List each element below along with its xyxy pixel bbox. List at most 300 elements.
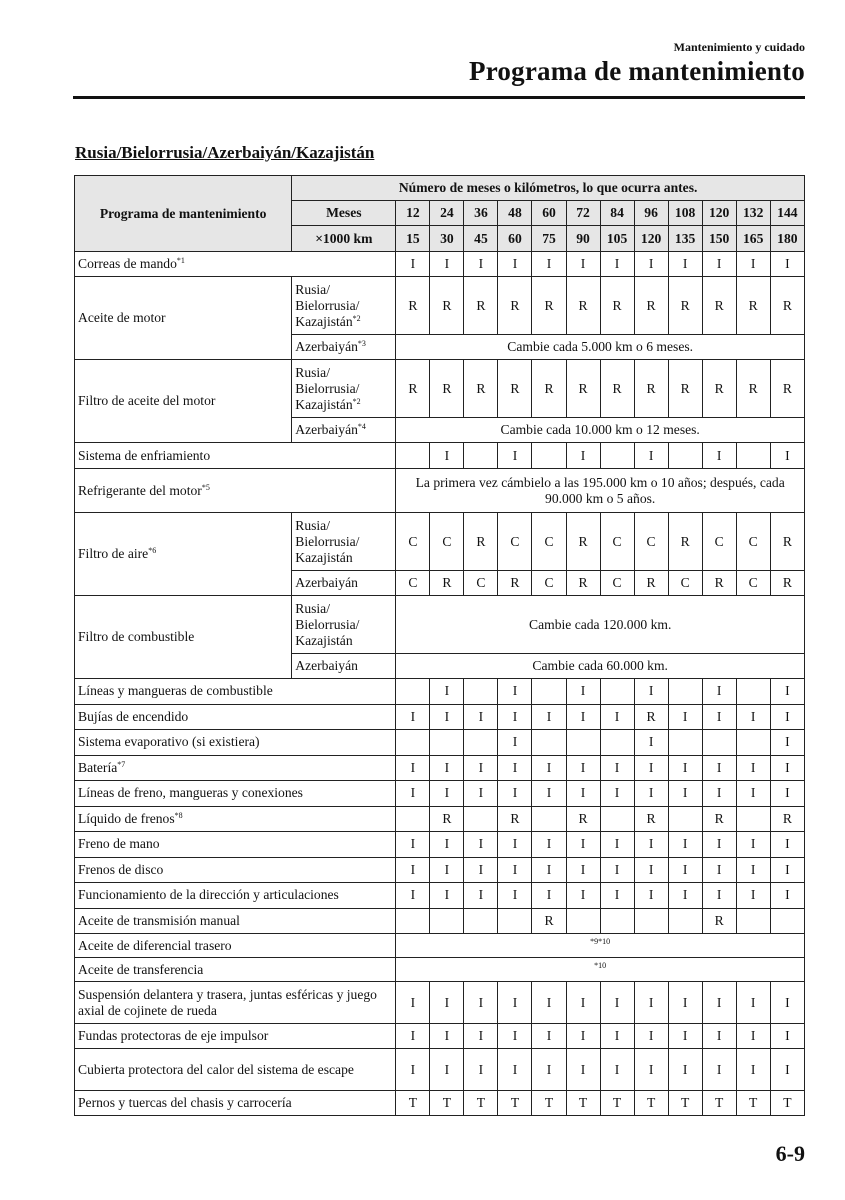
- schedule-cell: I: [600, 982, 634, 1024]
- schedule-cell: C: [396, 513, 430, 571]
- schedule-cell: [396, 443, 430, 469]
- schedule-cell: C: [702, 513, 736, 571]
- schedule-cell: I: [566, 832, 600, 858]
- schedule-cell: I: [600, 704, 634, 730]
- footnote-ref: *7: [117, 759, 126, 769]
- schedule-cell: I: [464, 704, 498, 730]
- schedule-cell: I: [736, 857, 770, 883]
- schedule-cell: I: [430, 1049, 464, 1091]
- row-label-text: Bujías de encendido: [78, 708, 189, 724]
- schedule-cell: I: [600, 252, 634, 277]
- schedule-cell: I: [770, 982, 804, 1024]
- schedule-cell: I: [430, 252, 464, 277]
- schedule-cell: I: [600, 857, 634, 883]
- schedule-cell: [532, 806, 566, 832]
- schedule-cell: T: [770, 1091, 804, 1116]
- km-value: 90: [566, 226, 600, 252]
- schedule-cell: R: [634, 277, 668, 335]
- schedule-cell: [770, 908, 804, 934]
- schedule-cell: C: [532, 571, 566, 596]
- schedule-cell: R: [396, 277, 430, 335]
- row-label: [75, 679, 396, 705]
- schedule-cell: R: [498, 806, 532, 832]
- schedule-cell: T: [634, 1091, 668, 1116]
- schedule-cell: I: [430, 679, 464, 705]
- row-label: [75, 781, 396, 807]
- schedule-cell: I: [634, 679, 668, 705]
- schedule-cell: I: [532, 781, 566, 807]
- schedule-cell: [430, 730, 464, 756]
- table-row: [75, 443, 805, 469]
- schedule-cell: I: [634, 1049, 668, 1091]
- schedule-cell: I: [566, 982, 600, 1024]
- row-label: [75, 704, 396, 730]
- schedule-cell: [464, 806, 498, 832]
- schedule-cell: I: [600, 781, 634, 807]
- table-row: [75, 982, 805, 1024]
- schedule-cell: [736, 908, 770, 934]
- schedule-cell: I: [668, 857, 702, 883]
- schedule-cell: I: [532, 883, 566, 909]
- interval-caption: Número de meses o kilómetros, lo que ocurra antes.: [292, 176, 805, 201]
- schedule-cell: C: [430, 513, 464, 571]
- schedule-cell: I: [600, 755, 634, 781]
- schedule-cell: R: [770, 277, 804, 335]
- schedule-cell: C: [498, 513, 532, 571]
- schedule-cell: I: [396, 857, 430, 883]
- schedule-cell: I: [634, 730, 668, 756]
- schedule-cell: I: [532, 832, 566, 858]
- table-row: [75, 857, 805, 883]
- row-label-text: Pernos y tuercas del chasis y carrocería: [78, 1095, 292, 1110]
- schedule-cell: I: [736, 883, 770, 909]
- km-value: 105: [600, 226, 634, 252]
- schedule-cell: I: [702, 1024, 736, 1049]
- schedule-cell: R: [464, 360, 498, 418]
- schedule-cell: R: [532, 360, 566, 418]
- footnote-ref: *6: [148, 546, 157, 555]
- schedule-cell: I: [532, 857, 566, 883]
- months-value: 12: [396, 201, 430, 226]
- schedule-cell: C: [634, 513, 668, 571]
- schedule-cell: [668, 443, 702, 469]
- schedule-cell: [736, 679, 770, 705]
- schedule-cell: I: [770, 252, 804, 277]
- sub-label-text: Rusia/ Bielorrusia/ Kazajistán: [295, 517, 360, 565]
- schedule-cell: T: [702, 1091, 736, 1116]
- table-row: [75, 360, 805, 418]
- schedule-cell: I: [702, 755, 736, 781]
- schedule-cell: I: [430, 755, 464, 781]
- schedule-cell: R: [702, 571, 736, 596]
- row-label: [75, 252, 396, 277]
- row-label-text: Líneas y mangueras de combustible: [78, 683, 273, 699]
- schedule-cell: [668, 679, 702, 705]
- schedule-cell: [736, 806, 770, 832]
- schedule-cell: I: [770, 1024, 804, 1049]
- schedule-cell: [736, 443, 770, 469]
- region-heading: Rusia/Bielorrusia/Azerbaiyán/Kazajistán: [75, 143, 375, 162]
- km-value: 15: [396, 226, 430, 252]
- row-label-text: Líquido de frenos: [78, 810, 175, 826]
- row-label: [75, 755, 396, 781]
- schedule-cell: R: [770, 513, 804, 571]
- schedule-cell: [532, 730, 566, 756]
- schedule-cell: I: [532, 755, 566, 781]
- schedule-cell: [566, 908, 600, 934]
- schedule-cell: R: [498, 571, 532, 596]
- header-divider: [73, 96, 805, 99]
- schedule-cell: [498, 908, 532, 934]
- sub-label: [292, 360, 396, 418]
- schedule-cell: R: [634, 704, 668, 730]
- interval-text: Cambie cada 10.000 km o 12 meses.: [396, 418, 805, 443]
- schedule-cell: I: [430, 781, 464, 807]
- schedule-cell: I: [736, 1024, 770, 1049]
- row-label: [75, 806, 396, 832]
- row-label: [75, 469, 396, 513]
- schedule-cell: T: [430, 1091, 464, 1116]
- schedule-cell: T: [396, 1091, 430, 1116]
- schedule-cell: R: [702, 277, 736, 335]
- schedule-cell: R: [634, 571, 668, 596]
- table-row: [75, 883, 805, 909]
- schedule-cell: I: [532, 1049, 566, 1091]
- schedule-cell: I: [770, 704, 804, 730]
- schedule-cell: I: [532, 704, 566, 730]
- sub-label-text: Azerbaiyán: [295, 575, 358, 590]
- schedule-cell: I: [702, 1049, 736, 1091]
- schedule-cell: I: [634, 252, 668, 277]
- schedule-cell: I: [600, 832, 634, 858]
- schedule-cell: I: [770, 755, 804, 781]
- footnote-ref: *5: [201, 482, 210, 492]
- schedule-cell: I: [566, 883, 600, 909]
- footnote-ref: *4: [357, 422, 366, 431]
- schedule-cell: R: [430, 360, 464, 418]
- footnote-ref: *8: [174, 810, 183, 820]
- schedule-cell: C: [600, 513, 634, 571]
- schedule-cell: I: [702, 832, 736, 858]
- schedule-cell: I: [396, 755, 430, 781]
- schedule-cell: I: [430, 883, 464, 909]
- schedule-cell: I: [668, 704, 702, 730]
- row-label-text: Sistema de enfriamiento: [78, 447, 211, 463]
- footnote-ref: *10: [594, 960, 607, 970]
- schedule-cell: C: [668, 571, 702, 596]
- schedule-cell: T: [566, 1091, 600, 1116]
- sub-label-text: Azerbaiyán: [295, 339, 358, 354]
- schedule-cell: I: [396, 982, 430, 1024]
- schedule-cell: I: [736, 704, 770, 730]
- sub-label-text: Rusia/ Bielorrusia/ Kazajistán: [295, 600, 360, 648]
- km-value: 135: [668, 226, 702, 252]
- schedule-cell: I: [464, 755, 498, 781]
- schedule-cell: [736, 730, 770, 756]
- schedule-cell: T: [498, 1091, 532, 1116]
- schedule-cell: I: [736, 1049, 770, 1091]
- schedule-cell: I: [668, 781, 702, 807]
- schedule-cell: [464, 443, 498, 469]
- schedule-cell: [532, 443, 566, 469]
- table-row: [75, 513, 805, 571]
- months-label: Meses: [292, 201, 396, 226]
- schedule-cell: I: [498, 704, 532, 730]
- months-value: 24: [430, 201, 464, 226]
- schedule-cell: I: [396, 832, 430, 858]
- row-label-text: Batería: [78, 759, 118, 775]
- maintenance-schedule-table: [74, 175, 805, 1116]
- sub-label-text: Azerbaiyán: [295, 422, 358, 437]
- schedule-cell: I: [736, 832, 770, 858]
- schedule-cell: C: [736, 571, 770, 596]
- schedule-cell: I: [770, 443, 804, 469]
- row-label: [75, 857, 396, 883]
- sub-label: [292, 596, 396, 654]
- schedule-cell: I: [634, 832, 668, 858]
- schedule-cell: I: [430, 704, 464, 730]
- schedule-cell: I: [770, 730, 804, 756]
- row-label: [75, 982, 396, 1024]
- schedule-cell: R: [498, 360, 532, 418]
- schedule-cell: C: [600, 571, 634, 596]
- schedule-cell: R: [396, 360, 430, 418]
- schedule-cell: I: [634, 982, 668, 1024]
- schedule-cell: I: [464, 832, 498, 858]
- row-label-text: Aceite de transmisión manual: [78, 912, 240, 928]
- schedule-cell: I: [702, 883, 736, 909]
- schedule-cell: R: [532, 277, 566, 335]
- months-value: 84: [600, 201, 634, 226]
- row-label-text: Líneas de freno, mangueras y conexiones: [78, 785, 303, 801]
- months-value: 108: [668, 201, 702, 226]
- schedule-cell: I: [668, 252, 702, 277]
- schedule-cell: I: [464, 883, 498, 909]
- table-row: [75, 781, 805, 807]
- schedule-cell: I: [464, 857, 498, 883]
- schedule-cell: [396, 679, 430, 705]
- schedule-cell: I: [770, 781, 804, 807]
- schedule-cell: I: [770, 857, 804, 883]
- table-row: [75, 1024, 805, 1049]
- table-row: [75, 704, 805, 730]
- schedule-cell: I: [668, 1049, 702, 1091]
- schedule-cell: [464, 908, 498, 934]
- schedule-cell: [396, 908, 430, 934]
- km-value: 165: [736, 226, 770, 252]
- schedule-cell: I: [396, 883, 430, 909]
- months-value: 120: [702, 201, 736, 226]
- km-value: 180: [770, 226, 804, 252]
- schedule-cell: R: [770, 806, 804, 832]
- sub-label-text: Azerbaiyán: [295, 658, 358, 673]
- schedule-cell: C: [532, 513, 566, 571]
- schedule-cell: I: [566, 857, 600, 883]
- sub-label-text: Rusia/ Bielorrusia/ Kazajistán: [295, 281, 360, 329]
- table-row: [75, 252, 805, 277]
- page-number: 6-9: [775, 1141, 805, 1166]
- schedule-cell: T: [668, 1091, 702, 1116]
- schedule-cell: R: [566, 513, 600, 571]
- schedule-cell: R: [600, 360, 634, 418]
- schedule-cell: R: [532, 908, 566, 934]
- schedule-cell: I: [464, 252, 498, 277]
- schedule-cell: I: [430, 1024, 464, 1049]
- schedule-cell: I: [498, 781, 532, 807]
- schedule-cell: R: [702, 908, 736, 934]
- schedule-cell: R: [566, 571, 600, 596]
- km-label: ×1000 km: [292, 226, 396, 252]
- schedule-cell: R: [430, 571, 464, 596]
- table-row: [75, 1049, 805, 1091]
- km-value: 45: [464, 226, 498, 252]
- schedule-cell: I: [498, 883, 532, 909]
- schedule-cell: I: [430, 443, 464, 469]
- schedule-cell: C: [736, 513, 770, 571]
- schedule-cell: I: [634, 755, 668, 781]
- schedule-cell: I: [396, 704, 430, 730]
- schedule-cell: [430, 908, 464, 934]
- interval-text: La primera vez cámbielo a las 195.000 km o 10 años; después, cada 90.000 km o 5 años.: [396, 469, 805, 513]
- schedule-cell: I: [532, 1024, 566, 1049]
- schedule-cell: I: [634, 443, 668, 469]
- row-label: Aceite de motor: [75, 277, 292, 360]
- schedule-cell: I: [464, 1024, 498, 1049]
- schedule-cell: [396, 730, 430, 756]
- schedule-cell: I: [566, 755, 600, 781]
- schedule-cell: I: [566, 704, 600, 730]
- schedule-cell: I: [668, 982, 702, 1024]
- schedule-cell: I: [396, 1049, 430, 1091]
- page-title: Programa de mantenimiento: [469, 56, 805, 86]
- footnote-ref: *1: [176, 256, 185, 265]
- row-label: [75, 908, 396, 934]
- schedule-cell: I: [396, 1024, 430, 1049]
- table-row: [75, 908, 805, 934]
- schedule-cell: I: [668, 832, 702, 858]
- schedule-cell: I: [668, 883, 702, 909]
- row-label: [75, 1091, 396, 1116]
- schedule-cell: R: [668, 360, 702, 418]
- schedule-cell: R: [770, 571, 804, 596]
- interval-text: Cambie cada 120.000 km.: [396, 596, 805, 654]
- table-row: [75, 596, 805, 654]
- schedule-cell: R: [566, 277, 600, 335]
- schedule-cell: [600, 443, 634, 469]
- schedule-cell: I: [736, 781, 770, 807]
- months-value: 132: [736, 201, 770, 226]
- schedule-cell: R: [566, 806, 600, 832]
- km-value: 150: [702, 226, 736, 252]
- table-row: [75, 958, 805, 982]
- schedule-cell: I: [430, 832, 464, 858]
- schedule-cell: [396, 806, 430, 832]
- schedule-cell: C: [464, 571, 498, 596]
- schedule-cell: C: [396, 571, 430, 596]
- schedule-cell: [668, 908, 702, 934]
- sub-label-text: Rusia/ Bielorrusia/ Kazajistán: [295, 364, 360, 412]
- row-label-text: Refrigerante del motor: [78, 482, 202, 498]
- schedule-cell: I: [770, 883, 804, 909]
- schedule-cell: I: [396, 781, 430, 807]
- row-label-text: Fundas protectoras de eje impulsor: [78, 1028, 269, 1043]
- schedule-cell: T: [464, 1091, 498, 1116]
- schedule-cell: I: [770, 679, 804, 705]
- schedule-cell: I: [770, 832, 804, 858]
- schedule-cell: I: [668, 1024, 702, 1049]
- footnote-ref: *2: [352, 313, 361, 323]
- schedule-cell: I: [702, 781, 736, 807]
- schedule-cell: I: [702, 857, 736, 883]
- months-value: 48: [498, 201, 532, 226]
- footnote-ref: *2: [352, 396, 361, 406]
- schedule-cell: R: [702, 360, 736, 418]
- interval-text: Cambie cada 5.000 km o 6 meses.: [396, 335, 805, 360]
- row-label: [75, 513, 292, 596]
- schedule-cell: I: [566, 252, 600, 277]
- schedule-cell: I: [736, 982, 770, 1024]
- sub-label: [292, 335, 396, 360]
- sub-label: [292, 277, 396, 335]
- schedule-cell: I: [668, 755, 702, 781]
- schedule-cell: I: [634, 857, 668, 883]
- schedule-cell: I: [498, 857, 532, 883]
- row-label-text: Frenos de disco: [78, 861, 164, 877]
- schedule-cell: R: [668, 277, 702, 335]
- schedule-cell: I: [498, 730, 532, 756]
- table-row: [75, 755, 805, 781]
- schedule-cell: R: [668, 513, 702, 571]
- schedule-cell: I: [532, 252, 566, 277]
- schedule-cell: I: [600, 883, 634, 909]
- row-label: [75, 883, 396, 909]
- schedule-cell: I: [498, 252, 532, 277]
- schedule-cell: R: [634, 360, 668, 418]
- schedule-cell: R: [566, 360, 600, 418]
- row-label: [75, 832, 396, 858]
- schedule-cell: I: [702, 443, 736, 469]
- months-value: 60: [532, 201, 566, 226]
- schedule-cell: I: [464, 781, 498, 807]
- table-row: [75, 1091, 805, 1116]
- row-label-text: Filtro de aire: [78, 546, 149, 561]
- schedule-cell: R: [600, 277, 634, 335]
- schedule-cell: [668, 806, 702, 832]
- schedule-cell: I: [396, 252, 430, 277]
- schedule-cell: I: [736, 252, 770, 277]
- row-label-text: Suspensión delantera y trasera, juntas esféricas y juego axial de cojinete de rueda: [78, 986, 377, 1018]
- schedule-cell: [566, 730, 600, 756]
- schedule-cell: I: [498, 832, 532, 858]
- row-label-text: Cubierta protectora del calor del sistema de escape: [78, 1061, 354, 1077]
- months-value: 72: [566, 201, 600, 226]
- sub-label: [292, 418, 396, 443]
- schedule-cell: T: [532, 1091, 566, 1116]
- row-label-text: Sistema evaporativo (si existiera): [78, 734, 260, 750]
- schedule-cell: [600, 806, 634, 832]
- table-row: [75, 176, 805, 201]
- schedule-cell: T: [736, 1091, 770, 1116]
- schedule-cell: I: [702, 982, 736, 1024]
- schedule-cell: I: [430, 857, 464, 883]
- sub-label: [292, 513, 396, 571]
- footnote-cell: [396, 934, 805, 958]
- schedule-cell: I: [702, 252, 736, 277]
- table-row: [75, 934, 805, 958]
- schedule-cell: R: [634, 806, 668, 832]
- sub-label: [292, 654, 396, 679]
- schedule-cell: I: [566, 1024, 600, 1049]
